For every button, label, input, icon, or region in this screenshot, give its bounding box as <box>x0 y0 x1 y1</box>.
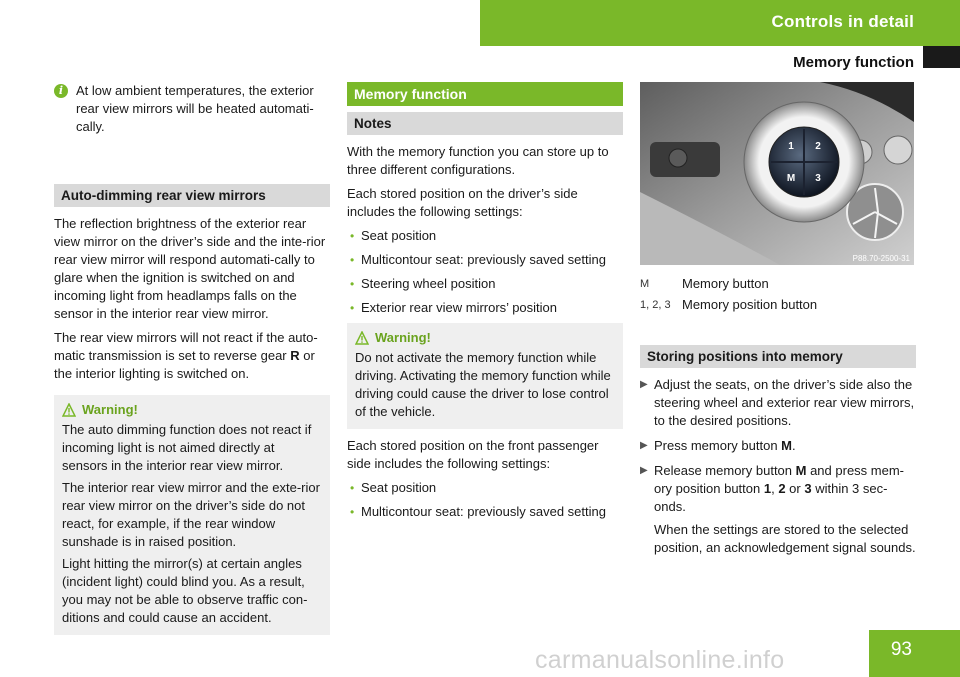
arrow-step-icon: ▶ <box>640 440 648 451</box>
photo-button-2: 2 <box>815 141 821 152</box>
arrow-step-icon: ▶ <box>640 379 648 390</box>
warning-p1: The auto dimming function does not react if incoming light is not aimed directly at sensors in the interior rear view mirror. <box>62 422 312 473</box>
arrow-step-icon: ▶ <box>640 465 648 476</box>
warning-triangle-icon <box>355 331 369 345</box>
driver-settings-list <box>347 227 623 317</box>
column-middle <box>347 82 623 527</box>
info-note <box>54 82 330 142</box>
legend-key: 1, 2, 3 <box>640 299 671 311</box>
warning-title: Warning! <box>355 329 615 347</box>
warning-box-auto-dimming <box>54 395 330 635</box>
notes-title: Notes <box>347 112 623 135</box>
list-item: • Steering wheel position <box>350 276 496 291</box>
storing-title: Storing positions into memory <box>640 345 916 368</box>
watermark: carmanualsonline.info <box>535 646 785 674</box>
warning-triangle-icon <box>62 403 76 417</box>
legend-text: Memory position button <box>682 297 818 312</box>
chapter-header: Controls in detail <box>480 0 960 46</box>
warning-p3: Light hitting the mirror(s) at certain angles (incident light) could blind you. As a result, you may not be able to observe traffic con-ditions and could cause an accident. <box>62 556 308 625</box>
warning-text: Do not activate the memory function while driving. Activating the memory function while driving could cause the driver to lose control of the vehicle. <box>355 350 611 419</box>
photo-code: P88.70-2500-31 <box>852 254 910 263</box>
bullet-icon: • <box>350 229 355 243</box>
photo-button-3: 3 <box>815 173 821 184</box>
photo-button-m: M <box>786 173 796 184</box>
legend-key: M <box>640 278 650 290</box>
section-header: Memory function <box>793 54 914 71</box>
column-left <box>54 82 330 635</box>
list-item: • Seat position <box>350 228 437 243</box>
info-icon: i <box>54 84 68 98</box>
bullet-icon: • <box>350 253 355 267</box>
list-item: • Multicontour seat: previously saved setting <box>350 504 606 519</box>
bullet-icon: • <box>350 301 355 315</box>
warning-box-memory <box>347 323 623 429</box>
memory-p2: Each stored position on the driver’s side includes the following settings: <box>347 186 578 219</box>
legend-text: Memory button <box>682 276 769 291</box>
list-item: • Multicontour seat: previously saved setting <box>350 252 606 267</box>
memory-buttons-photo <box>640 82 914 265</box>
auto-dimming-title: Auto-dimming rear view mirrors <box>54 184 330 207</box>
warning-p2: The interior rear view mirror and the exte-rior rear view mirror on the driver’s side do not react, for example, if the rear window sunshade is in raised position. <box>62 480 320 549</box>
auto-dimming-p1: The reflection brightness of the exterior rear view mirror on the driver’s side and the inte-rior rear view mirror will respond automati-cally to glare when the ignition is switched on and incoming light from headlamps falls on the sensor in the interior rear view mirror. <box>54 216 326 321</box>
info-note-text: At low ambient temperatures, the exterior rear view mirrors will be heated automati-cally. <box>76 83 314 134</box>
storing-steps <box>640 376 916 557</box>
passenger-settings-list <box>347 479 623 521</box>
step-item: ▶ Release memory button M and press mem-ory position button 1, 2 or 3 within 3 sec-onds. When the settings are stored to the selected position, an acknowledgement signal sounds. <box>640 463 916 555</box>
photo-button-1: 1 <box>788 141 794 152</box>
step-note: When the settings are stored to the selected position, an acknowledgement signal sounds. <box>654 522 916 555</box>
column-right <box>640 82 916 564</box>
warning-title: Warning! <box>62 401 322 419</box>
memory-p1: With the memory function you can store up to three different configurations. <box>347 144 609 177</box>
header-marker <box>923 46 960 68</box>
step-item: ▶ Press memory button M. <box>640 438 796 453</box>
bullet-icon: • <box>350 505 355 519</box>
list-item: • Exterior rear view mirrors’ position <box>350 300 558 315</box>
memory-function-title: Memory function <box>347 82 623 106</box>
list-item: • Seat position <box>350 480 437 495</box>
bullet-icon: • <box>350 481 355 495</box>
step-item: ▶ Adjust the seats, on the driver’s side also the steering wheel and exterior rear view mirrors, to the desired positions. <box>640 377 915 428</box>
auto-dimming-p2: The rear view mirrors will not react if the auto-matic transmission is set to reverse gear R or the interior lighting is switched on. <box>54 330 318 381</box>
page-number: 93 <box>869 630 960 677</box>
photo-legend <box>640 275 916 314</box>
memory-p3: Each stored position on the front passenger side includes the following settings: <box>347 438 599 471</box>
bullet-icon: • <box>350 277 355 291</box>
